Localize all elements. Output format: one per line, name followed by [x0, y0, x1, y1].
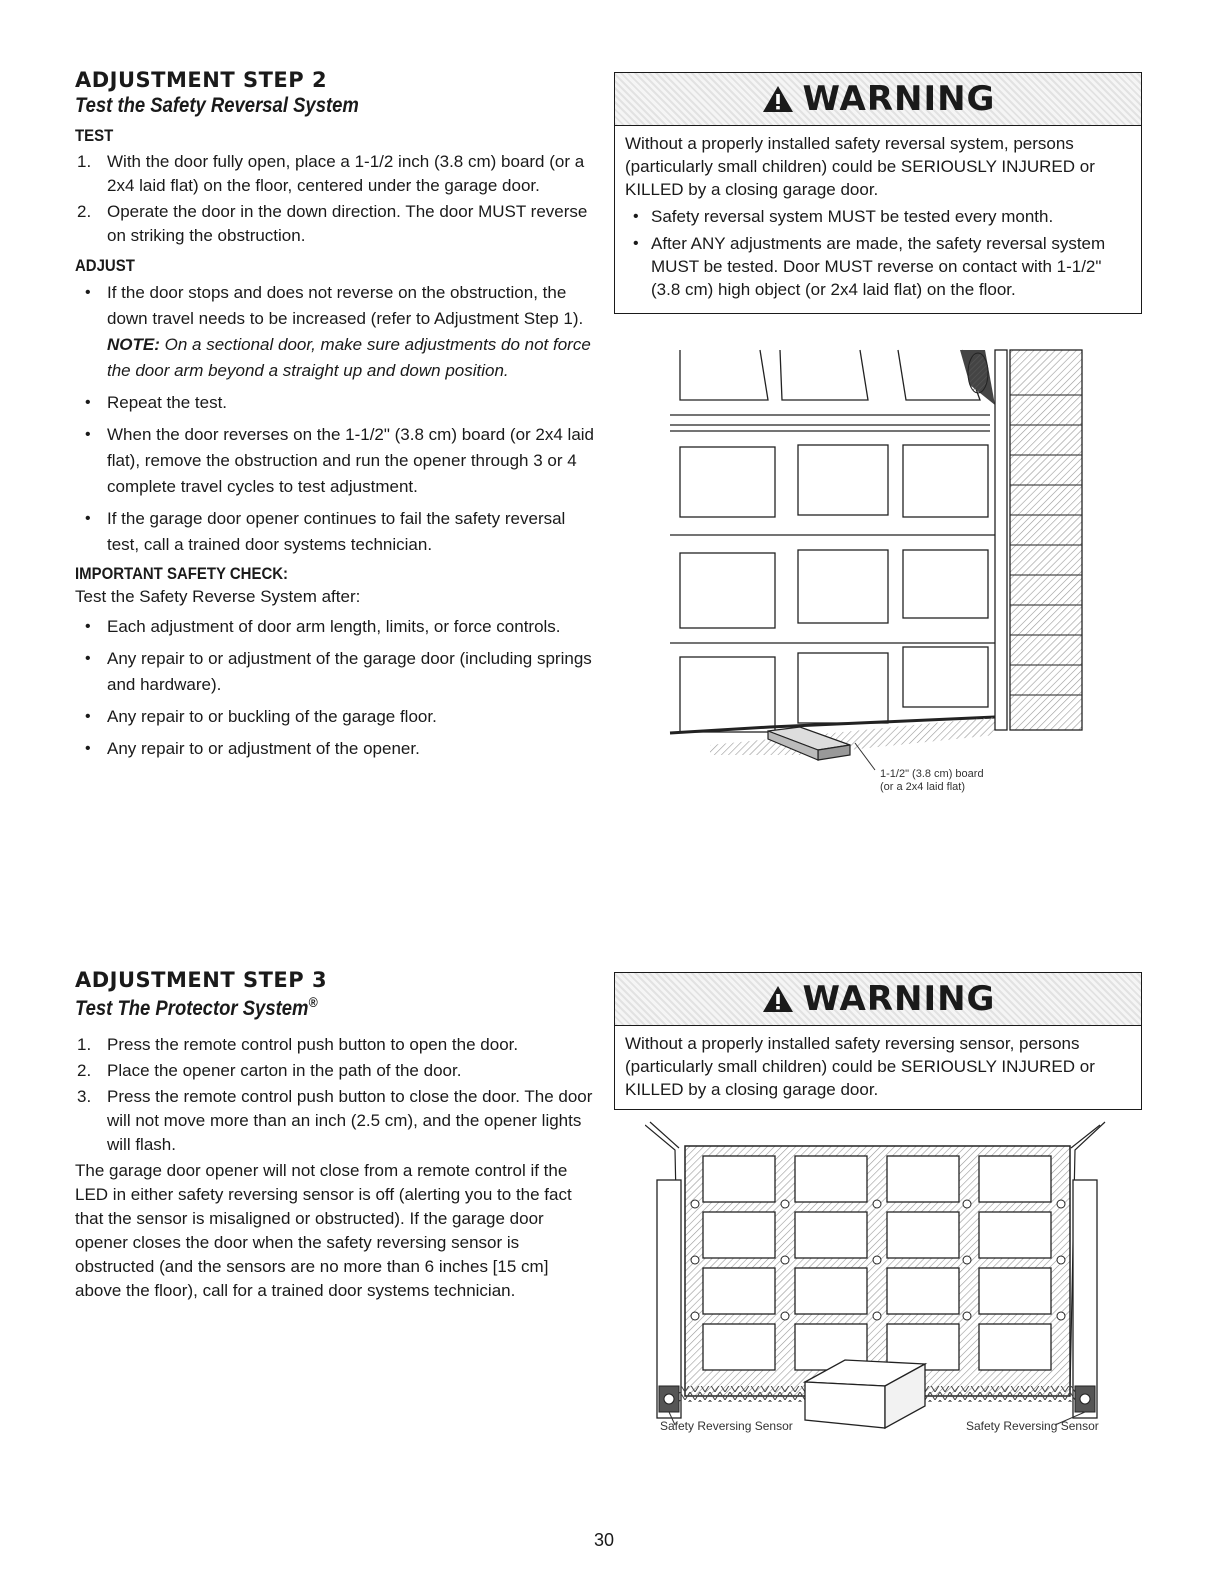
protector-system-illustration — [645, 1120, 1115, 1430]
safety-check-list — [75, 614, 595, 762]
warning-item-2: • After ANY adjustments are made, the safety reversal system MUST be tested. Door MUST reverse on contact with 1-1/2" (3.8 cm) high object (or 2x4 laid flat) on the floor. — [625, 232, 1131, 301]
board-caption: 1-1/2" (3.8 cm) board (or a 2x4 laid flat) — [880, 768, 984, 793]
adjust-list — [75, 280, 595, 558]
step3-title: ADJUSTMENT STEP 3 — [75, 968, 328, 992]
warning-label-1: WARNING — [802, 79, 996, 119]
test-heading: TEST — [75, 126, 114, 145]
warning-text-1: Without a properly installed safety reversal system, persons (particularly small children) could be SERIOUSLY INJURED or KILLED by a closing garage door. — [625, 134, 1095, 199]
safety-item-1: • Each adjustment of door arm length, limits, or force controls. — [75, 614, 595, 640]
warning-triangle-icon — [761, 84, 795, 114]
note-label: NOTE: — [107, 335, 160, 354]
test-step-1: 1. With the door fully open, place a 1-1/2 inch (3.8 cm) board (or a 2x4 laid flat) on the floor, centered under the garage door. — [77, 152, 585, 195]
step3-item-3: 3. Press the remote control push button to close the door. The door will not move more than an inch (2.5 cm), and the opener lights will flash. — [77, 1087, 593, 1154]
step2-subtitle: Test the Safety Reversal System — [75, 94, 359, 117]
board-2x4 — [768, 727, 850, 760]
step3-section — [75, 968, 595, 1303]
left-sensor-caption: Safety Reversing Sensor — [660, 1419, 793, 1433]
warning-header-2 — [615, 973, 1141, 1026]
warning-box-2 — [614, 972, 1142, 1110]
step3-list — [75, 1033, 595, 1157]
safety-item-2: • Any repair to or adjustment of the garage door (including springs and hardware). — [75, 646, 595, 698]
safety-check-heading: IMPORTANT SAFETY CHECK: — [75, 564, 289, 583]
note-text: On a sectional door, make sure adjustments do not force the door arm beyond a straight up and down position. — [107, 335, 591, 380]
step2-section — [75, 68, 595, 768]
adjust-item-1: • If the door stops and does not reverse on the obstruction, the down travel needs to be increased (refer to Adjustment Step 1). NOTE: On a sectional door, make sure adjustments do not force the door arm beyond a straight up and down position. — [75, 280, 595, 384]
right-sensor — [1075, 1386, 1095, 1412]
step3-paragraph: The garage door opener will not close from a remote control if the LED in either safety reversing sensor is off (alerting you to the fact that the sensor is misaligned or obstructed). If the garage door opener closes the door when the safety reversing sensor is obstructed (and the sensors are no more than 6 inches [15 cm] above the floor), call for a trained door systems technician. — [75, 1161, 572, 1300]
step3-subtitle: Test The Protector System® — [75, 994, 318, 1020]
step2-title: ADJUSTMENT STEP 2 — [75, 68, 328, 92]
page-number: 30 — [594, 1530, 615, 1550]
warning-item-1: • Safety reversal system MUST be tested every month. — [625, 205, 1131, 228]
safety-item-3: • Any repair to or buckling of the garage floor. — [75, 704, 595, 730]
left-sensor — [659, 1386, 679, 1412]
safety-item-4: • Any repair to or adjustment of the opener. — [75, 736, 595, 762]
warning-header-1 — [615, 73, 1141, 126]
step3-item-1: 1. Press the remote control push button to open the door. — [77, 1035, 519, 1054]
safety-check-intro: Test the Safety Reverse System after: — [75, 587, 361, 606]
adjust-item-4: • If the garage door opener continues to fail the safety reversal test, call a trained door systems technician. — [75, 506, 595, 558]
right-sensor-caption: Safety Reversing Sensor — [966, 1419, 1099, 1433]
test-steps — [75, 150, 595, 248]
door-board-illustration — [650, 345, 1100, 805]
warning-text-2: Without a properly installed safety reversing sensor, persons (particularly small children) could be SERIOUSLY INJURED or KILLED by a closing garage door. — [625, 1034, 1095, 1099]
warning-list-1 — [625, 205, 1131, 301]
warning-body-2 — [615, 1026, 1141, 1109]
step3-item-2: 2. Place the opener carton in the path of the door. — [77, 1061, 462, 1080]
wall-siding — [995, 350, 1082, 730]
registered-mark: ® — [308, 994, 318, 1010]
test-step-2: 2. Operate the door in the down direction. The door MUST reverse on striking the obstruction. — [77, 202, 588, 245]
warning-body-1 — [615, 126, 1141, 313]
warning-box-1 — [614, 72, 1142, 314]
warning-triangle-icon — [761, 984, 795, 1014]
adjust-heading: ADJUST — [75, 256, 135, 275]
door-roller — [960, 350, 995, 405]
warning-label-2: WARNING — [802, 979, 996, 1019]
adjust-item-3: • When the door reverses on the 1-1/2" (3.8 cm) board (or 2x4 laid flat), remove the obstruction and run the opener through 3 or 4 complete travel cycles to test adjustment. — [75, 422, 595, 500]
adjust-item-2: • Repeat the test. — [75, 390, 595, 416]
